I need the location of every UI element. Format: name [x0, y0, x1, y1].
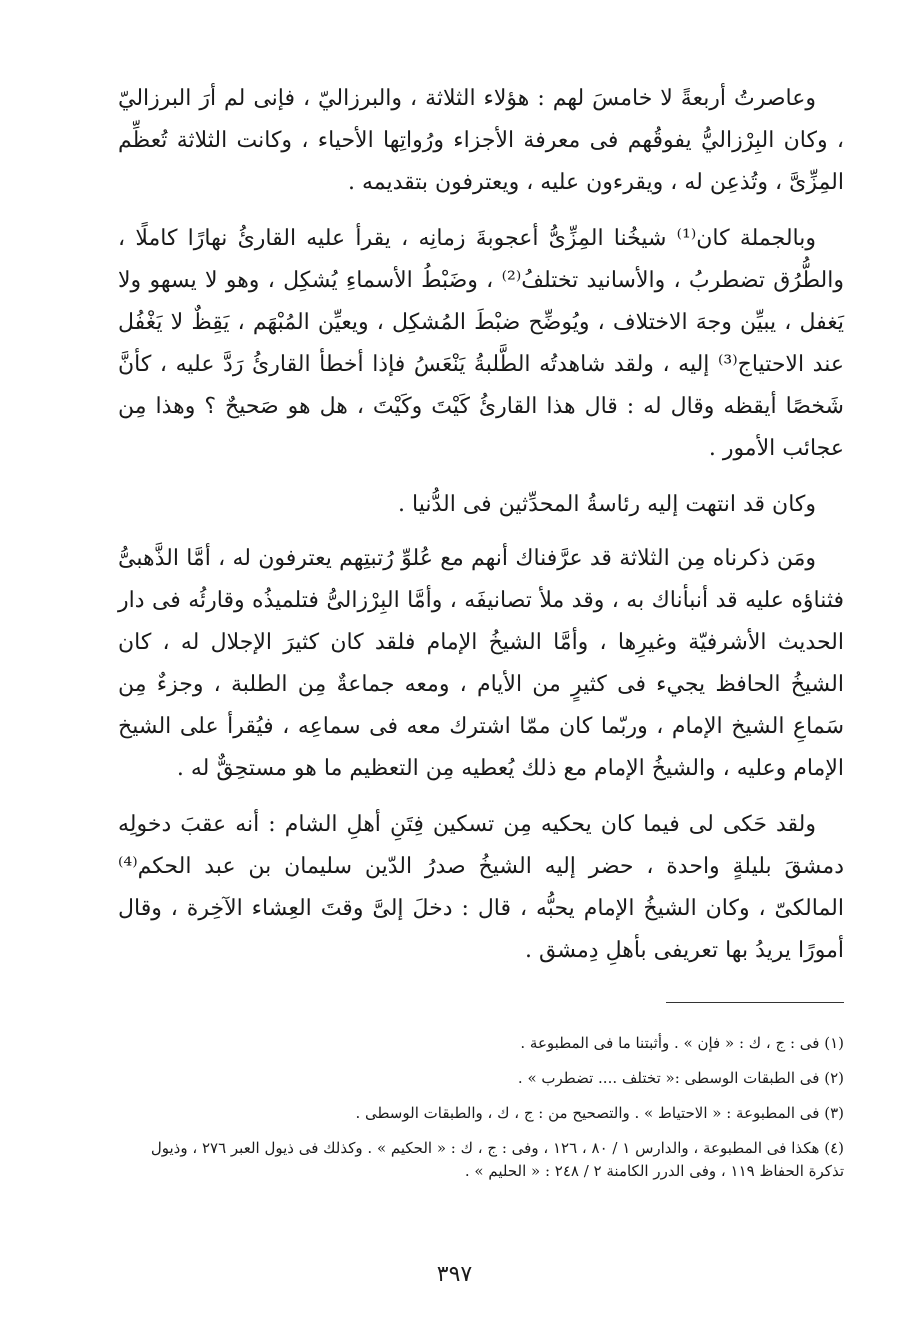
paragraph-1: وعاصرتُ أربعةً لا خامسَ لهم : هؤلاء الثلاثة ، والبرزاليّ ، فإنى لم أرَ البرزاليّ ، وكان البِرْزاليُّ يفوقُهم فى معرفة الأجزاء ورُواتِها الأحياء ، وكانت الثلاثة تُعظِّم المِزِّىَّ ، وتُذعِن له ، ويقرءون عليه ، ويعترفون بتقديمه . — [118, 86, 844, 195]
footnotes — [118, 1032, 844, 1195]
footnote-4: (٤) هكذا فى المطبوعة ، والدارس ١ / ٨٠ ، ١٢٦ ، وفى : ج ، ك : « الحكيم » . وكذلك فى ذيول العبر ٢٧٦ ، وذيول تذكرة الحفاظ ١١٩ ، وفى الدرر الكامنة ٢ / ٢٤٨ : « الحليم » . — [150, 1139, 844, 1180]
footnote-separator — [666, 1002, 844, 1003]
footnote-1: (١) فى : ج ، ك : « فإن » . وأثبتنا ما فى المطبوعة . — [520, 1034, 844, 1052]
footnote-3: (٣) فى المطبوعة : « الاحتياط » . والتصحيح من : ج ، ك ، والطبقات الوسطى . — [355, 1104, 844, 1122]
footnote-2: (٢) فى الطبقات الوسطى :« تختلف .... تضطرب » . — [517, 1069, 844, 1087]
paragraph-4: ومَن ذكرناه مِن الثلاثة قد عرَّفناك أنهم مع عُلوِّ رُتبتِهم يعترفون له ، أمَّا الذَّهبىُّ فثناؤه عليه قد أنبأناك به ، وقد ملأ تصانيفَه ، وأمَّا البِرْزالىُّ فتلميذُه وقارئُه فى دار الحديث الأشرفيّة وغيرِها ، وأمَّا الشيخُ الإمام فلقد كان كثيرَ الإجلال له ، كان الشيخُ الحافظ يجيء فى كثيرٍ من الأيام ، ومعه جماعةٌ مِن الطلبة ، وجزءٌ مِن سَماعِ الشيخ الإمام ، وربّما كان ممّا اشترك معه فى سماعِه ، فيُقرأ على الشيخ الإمام وعليه ، والشيخُ الإمام مع ذلك يُعطيه مِن التعظيم ما هو مستحِقٌّ له . — [118, 546, 844, 781]
paragraph-2: وبالجملة كان⁽¹⁾ شيخُنا المِزِّىُّ أعجوبةَ زمانِه ، يقرأ عليه القارئُ نهارًا كاملًا ، والطُّرُق تضطربُ ، والأسانيد تختلفُ⁽²⁾ ، وضَبْطُ الأسماءِ يُشكِل ، وهو لا يسهو ولا يَغفل ، يبيِّن وجهَ الاختلاف ، ويُوضِّح ضبْطَ المُشكِل ، ويعيِّن المُبْهَم ، يَقِظٌ لا يَغْفُل عند الاحتياج⁽³⁾ إليه ، ولقد شاهدتُه الطَّلبةُ يَنْعَسُ فإذا أخطأ القارئُ رَدَّ عليه ، كأنَّ شَخصًا أيقظه وقال له : قال هذا القارئُ كَيْتَ وكَيْتَ ، هل هو صَحيحٌ ؟ وهذا مِن عجائب الأمور . — [118, 226, 844, 461]
main-text — [118, 78, 844, 972]
paragraph-3: وكان قد انتهت إليه رئاسةُ المحدِّثين فى الدُّنيا . — [398, 492, 816, 517]
paragraph-5: ولقد حَكى لى فيما كان يحكيه مِن تسكين فِتَنِ أهلِ الشام : أنه عقبَ دخولِه دمشقَ بليلةٍ واحدة ، حضر إليه الشيخُ صدرُ الدّين سليمان بن عبد الحكم⁽⁴⁾ المالكىّ ، وكان الشيخُ الإمام يحبُّه ، قال : دخلَ إلىَّ وقتَ العِشاء الآخِرة ، وقال أمورًا يريدُ بها تعريفى بأهلِ دِمشق . — [118, 812, 844, 963]
page-number: ٣٩٧ — [436, 1262, 473, 1287]
